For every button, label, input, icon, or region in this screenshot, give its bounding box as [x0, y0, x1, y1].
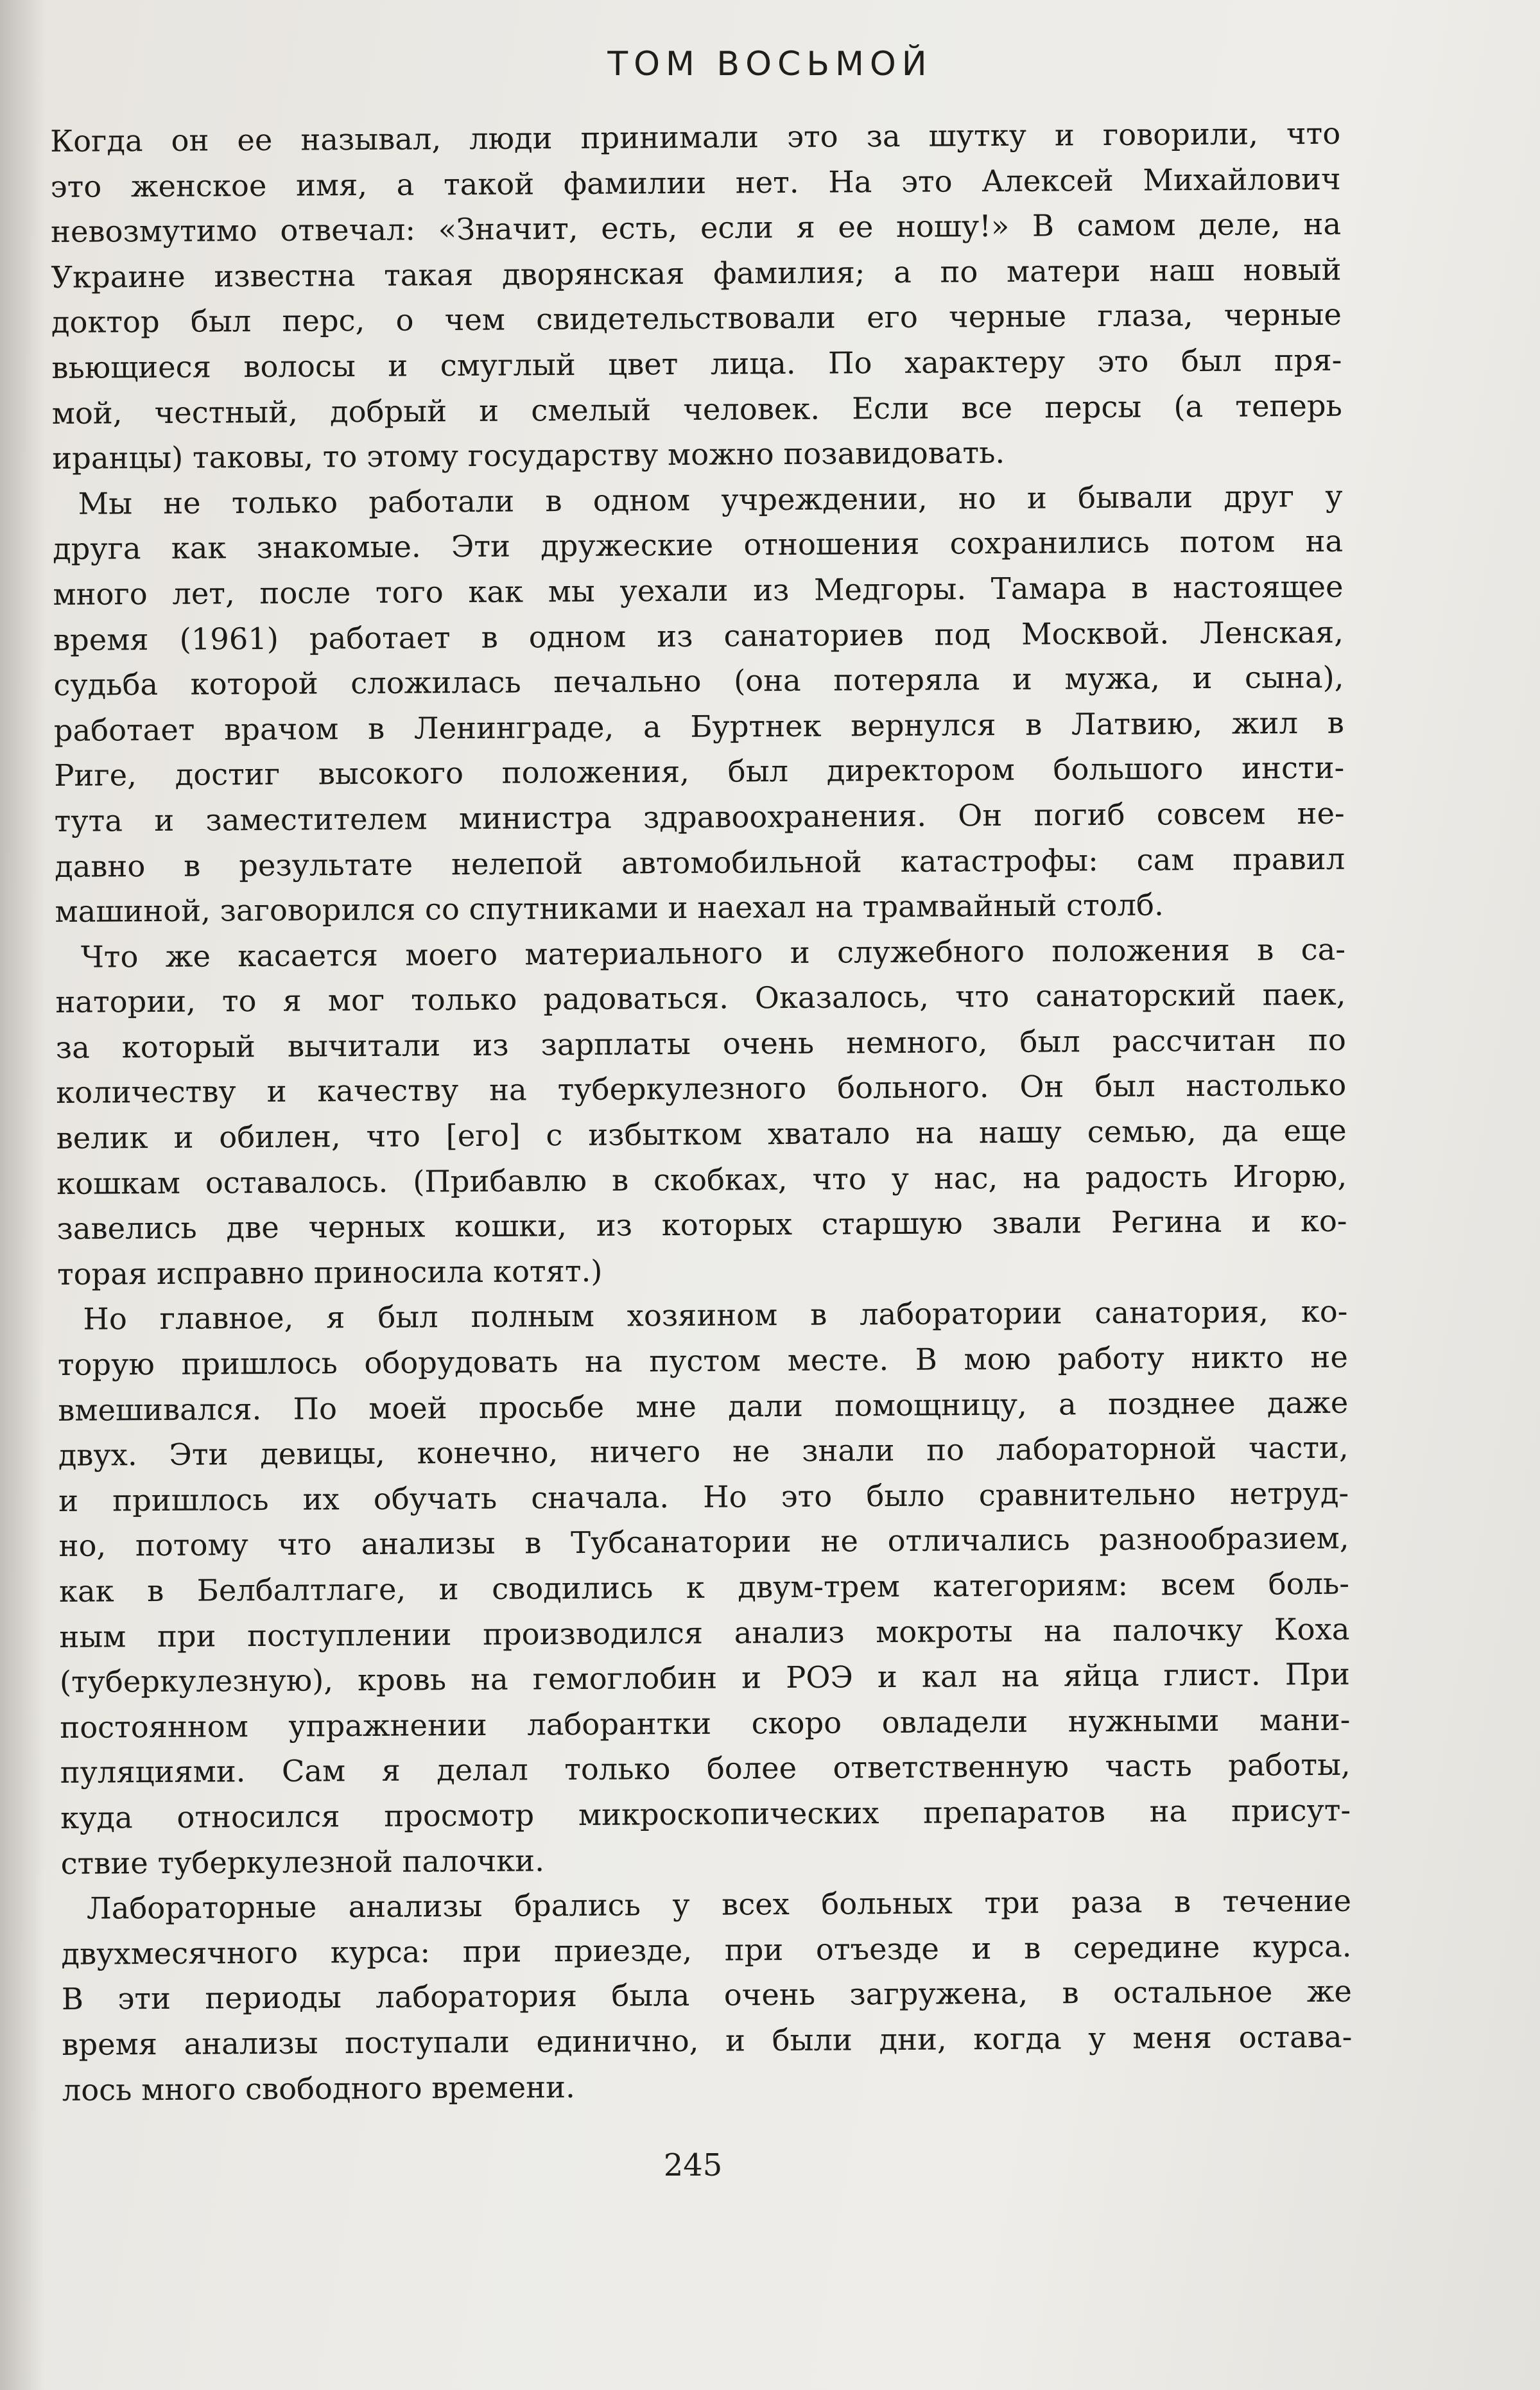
text-line: доктор был перс, о чем свидетельствовали его черные глаза, черные [51, 297, 1342, 340]
page-number: 245 [663, 2147, 723, 2183]
text-line: куда относился просмотр микроскопических препаратов на присут- [60, 1792, 1351, 1835]
paragraph [50, 111, 1342, 481]
text-line: вьющиеся волосы и смуглый цвет лица. По характеру это был пря- [51, 342, 1342, 385]
text-line: время (1961) работает в одном из санаториев под Москвой. Ленская, [53, 614, 1344, 657]
text-line: за который вычитали из зарплаты очень немного, был рассчитан по [55, 1022, 1346, 1065]
text-line: тута и заместителем министра здравоохранения. Он погиб совсем не- [54, 795, 1345, 838]
text-line: давно в результате нелепой автомобильной катастрофы: сам правил [54, 841, 1345, 884]
text-line: торую пришлось оборудовать на пустом месте. В мою работу никто не [57, 1339, 1348, 1382]
text-line: (туберкулезную), кровь на гемоглобин и РОЭ и кал на яйца глист. При [59, 1656, 1351, 1700]
text-line: иранцы) таковы, то этому государству можно позавидовать. [52, 435, 1005, 476]
paragraph [55, 926, 1347, 1297]
text-line: друга как знакомые. Эти дружеские отношения сохранились потом на [52, 524, 1344, 567]
text-line: много лет, после того как мы уехали из Медгоры. Тамара в настоящее [53, 569, 1344, 612]
text-line: ным при поступлении производился анализ мокроты на палочку Коха [59, 1611, 1350, 1654]
text-line: невозмутимо отвечал: «Значит, есть, если я ее ношу!» В самом деле, на [50, 206, 1342, 250]
text-line: двухмесячного курса: при приезде, при отъезде и в середине курса. [61, 1928, 1352, 1971]
text-line: Лабораторные анализы брались у всех больных три раза в течение [86, 1883, 1352, 1926]
text-line: ствие туберкулезной палочки. [60, 1842, 545, 1881]
text-line: двух. Эти девицы, конечно, ничего не знали по лабораторной части, [58, 1430, 1349, 1473]
text-line: мой, честный, добрый и смелый человек. Если все персы (а теперь [51, 388, 1342, 431]
text-line: Риге, достиг высокого положения, был директором большого инсти- [54, 750, 1345, 793]
text-line: Когда он ее называл, люди принимали это за шутку и говорили, что [50, 116, 1341, 159]
text-line: велик и обилен, что [его] с избытком хватало на нашу семью, да еще [56, 1113, 1347, 1156]
text-line: натории, то я мог только радоваться. Оказалось, что санаторский паек, [55, 976, 1346, 1020]
body-text [50, 111, 1353, 2113]
text-line: машиной, заговорился со спутниками и наехал на трамвайный столб. [55, 887, 1164, 930]
text-line: постоянном упражнении лаборантки скоро овладели нужными мани- [60, 1702, 1351, 1745]
paragraph [52, 473, 1345, 934]
text-line: но, потому что анализы в Тубсанатории не отличались разнообразием, [58, 1521, 1349, 1564]
text-line: Но главное, я был полным хозяином в лаборатории санатория, ко- [83, 1294, 1348, 1337]
paragraph [57, 1289, 1351, 1886]
page-gutter-shadow [0, 0, 45, 2390]
paragraph [61, 1878, 1353, 2113]
text-line: вмешивался. По моей просьбе мне дали помощницу, а позднее даже [58, 1385, 1349, 1428]
text-line: время анализы поступали единично, и были дни, когда у меня остава- [62, 2019, 1353, 2062]
running-head: ТОМ ВОСЬМОЙ [607, 45, 933, 83]
text-line: кошкам оставалось. (Прибавлю в скобках, что у нас, на радость Игорю, [56, 1158, 1347, 1201]
text-line: завелись две черных кошки, из которых старшую звали Регина и ко- [56, 1203, 1347, 1247]
text-line: работает врачом в Ленинграде, а Буртнек вернулся в Латвию, жил в [53, 705, 1344, 748]
text-line: это женское имя, а такой фамилии нет. На это Алексей Михайлович [50, 161, 1341, 204]
text-line: лось много свободного времени. [62, 2069, 575, 2108]
text-line: Мы не только работали в одном учреждении, но и бывали друг у [78, 478, 1343, 521]
text-line: торая исправно приносила котят.) [56, 1253, 603, 1292]
text-line: Украине известна такая дворянская фамилия; а по матери наш новый [51, 252, 1342, 295]
text-line: пуляциями. Сам я делал только более ответственную часть работы, [60, 1747, 1351, 1790]
text-line: В эти периоды лаборатория была очень загружена, в остальное же [61, 1974, 1353, 2017]
text-line: судьба которой сложилась печально (она потеряла и мужа, и сына), [53, 659, 1344, 703]
text-line: и пришлось их обучать сначала. Но это было сравнительно нетруд- [58, 1475, 1349, 1518]
text-line: Что же касается моего материального и служебного положения в са- [80, 931, 1346, 974]
text-line: количеству и качеству на туберкулезного больного. Он был настолько [56, 1068, 1347, 1111]
text-line: как в Белбалтлаге, и сводились к двум-трем категориям: всем боль- [58, 1566, 1350, 1609]
